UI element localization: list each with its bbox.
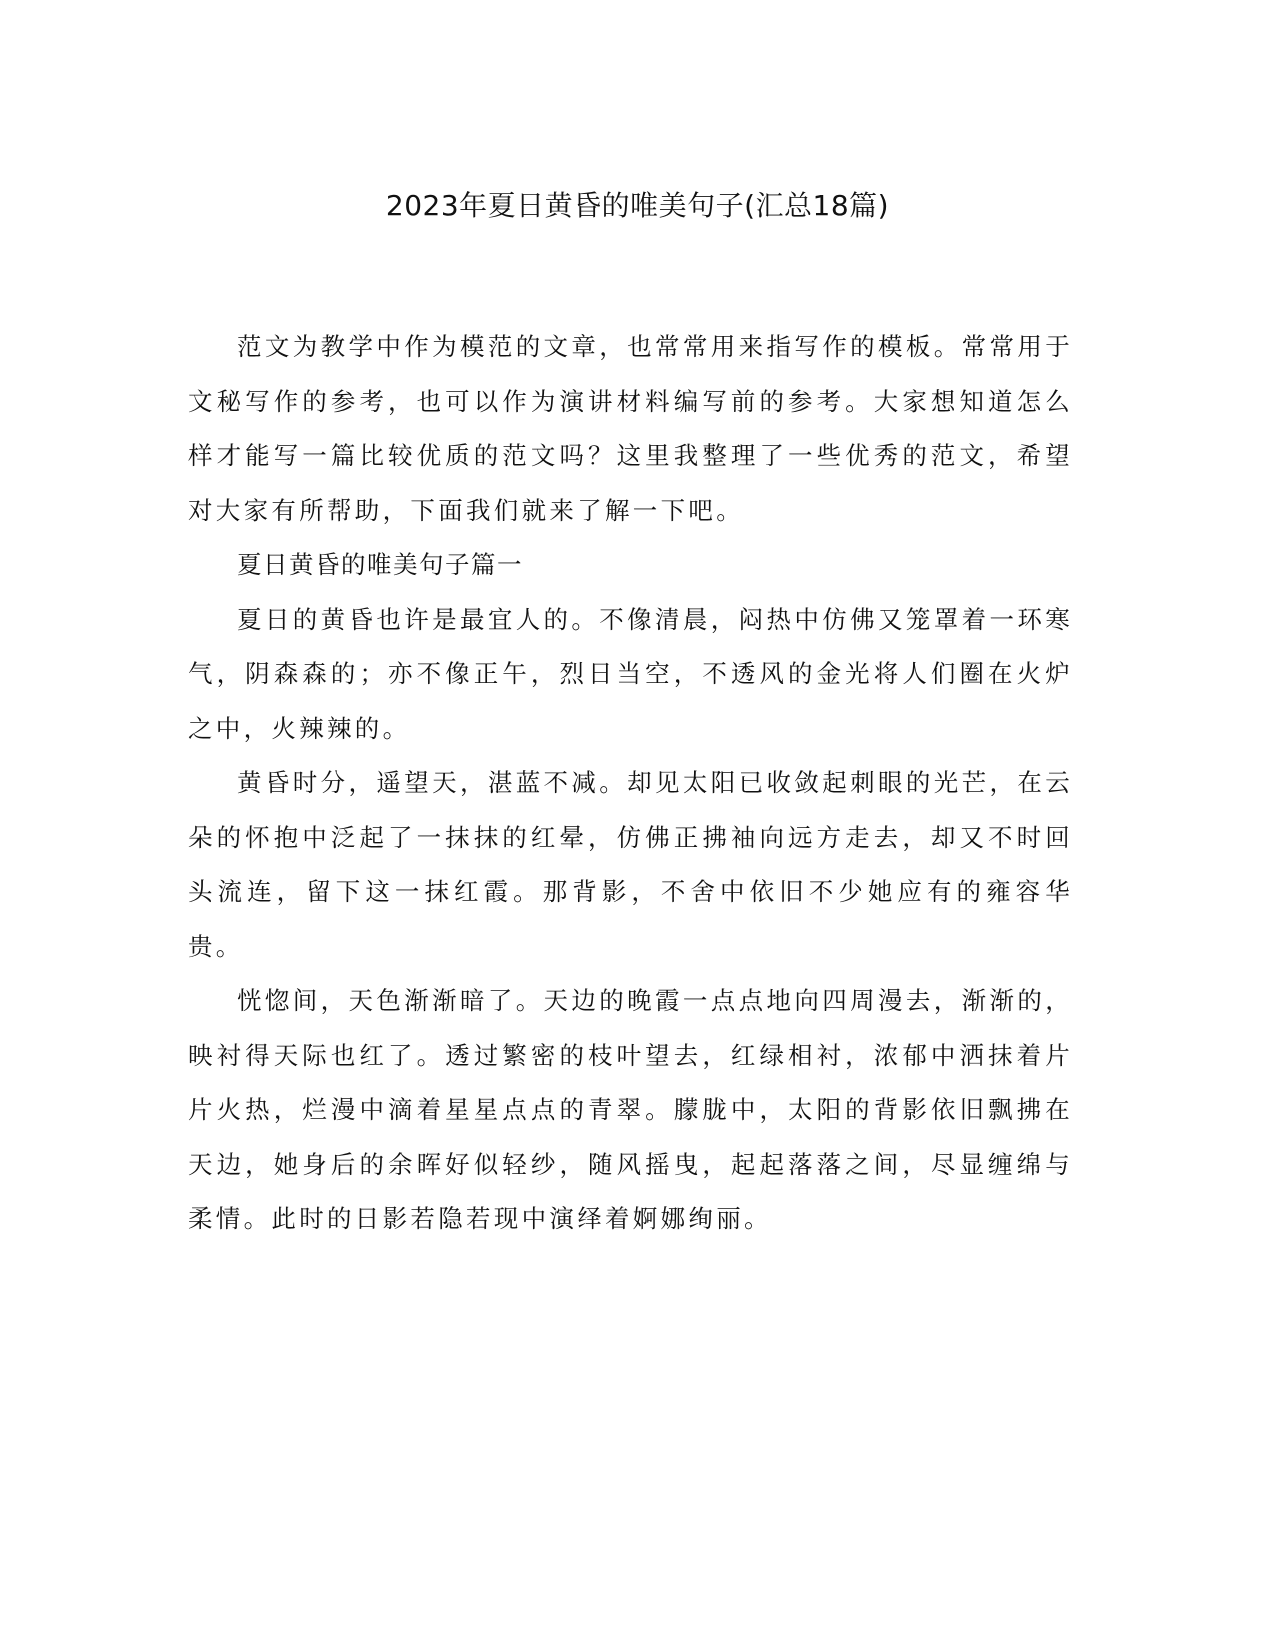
section-heading: 夏日黄昏的唯美句子篇一: [237, 550, 523, 579]
document-body: [188, 320, 1073, 1247]
body-paragraph-2: 黄昏时分，遥望天，湛蓝不减。却见太阳已收敛起刺眼的光芒，在云朵的怀抱中泛起了一抹抹的红晕，仿佛正拂袖向远方走去，却又不时回头流连，留下这一抹红霞。那背影，不舍中依旧不少她应有的雍容华贵。: [188, 768, 1073, 961]
body-paragraph-1: 夏日的黄昏也许是最宜人的。不像清晨，闷热中仿佛又笼罩着一环寒气，阴森森的；亦不像正午，烈日当空，不透风的金光将人们圈在火炉之中，火辣辣的。: [188, 604, 1073, 743]
intro-paragraph: 范文为教学中作为模范的文章，也常常用来指写作的模板。常常用于文秘写作的参考，也可以作为演讲材料编写前的参考。大家想知道怎么样才能写一篇比较优质的范文吗？这里我整理了一些优秀的范文，希望对大家有所帮助，下面我们就来了解一下吧。: [188, 332, 1073, 525]
body-paragraph-3: 恍惚间，天色渐渐暗了。天边的晚霞一点点地向四周漫去，渐渐的，映衬得天际也红了。透过繁密的枝叶望去，红绿相衬，浓郁中洒抹着片片火热，烂漫中滴着星星点点的青翠。朦胧中，太阳的背影依旧飘拂在天边，她身后的余晖好似轻纱，随风摇曳，起起落落之间，尽显缠绵与柔情。此时的日影若隐若现中演绎着婀娜绚丽。: [188, 986, 1073, 1233]
document-title: 2023年夏日黄昏的唯美句子(汇总18篇): [385, 189, 890, 222]
